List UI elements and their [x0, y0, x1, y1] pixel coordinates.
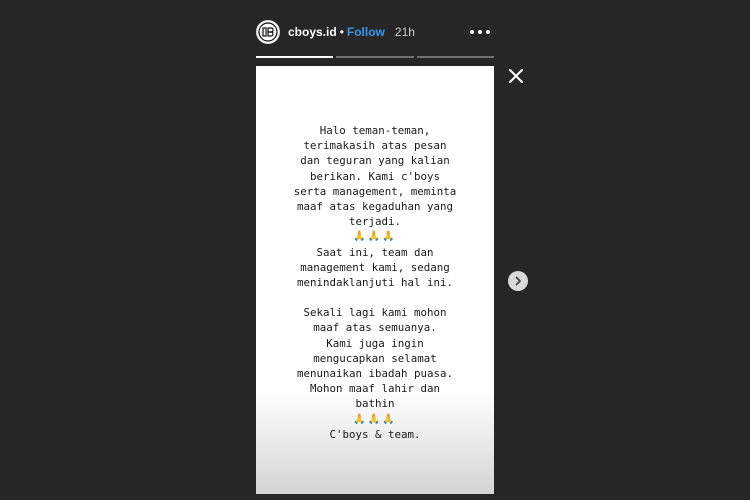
story-line: berikan. Kami c'boys [309, 169, 440, 183]
story-line: Sekali lagi kami mohon [303, 306, 447, 320]
story-line: Kami juga ingin [326, 336, 424, 350]
username[interactable]: cboys.id [288, 25, 337, 39]
story-line: Mohon maaf lahir dan [309, 382, 440, 396]
praying-hands-icon: 🙏🙏🙏 [353, 231, 397, 243]
story-header [256, 16, 494, 48]
praying-hands-icon: 🙏🙏🙏 [353, 413, 397, 425]
story-content[interactable] [256, 66, 494, 494]
story-line: serta management, meminta [293, 184, 457, 198]
progress-segment [256, 56, 333, 58]
story-line: maaf atas semuanya. [313, 321, 437, 335]
story-line: bathin [355, 397, 395, 411]
cboys-logo-icon [258, 22, 278, 42]
story-progress-bar [256, 56, 494, 58]
close-icon [507, 67, 525, 85]
story-line: Saat ini, team dan [316, 245, 434, 259]
more-dots-icon[interactable] [470, 24, 490, 40]
story-line: maaf atas kegaduhan yang [296, 199, 453, 213]
story-line: menindaklanjuti hal ini. [296, 275, 453, 289]
story-line: Halo teman-teman, [319, 124, 431, 137]
chevron-right-icon [513, 276, 523, 286]
story-line: terjadi. [348, 215, 401, 229]
post-time: 21h [394, 25, 415, 39]
follow-button[interactable]: Follow [346, 25, 385, 39]
next-story-button[interactable] [508, 271, 528, 291]
story-message [256, 123, 494, 442]
story-line: dan teguran yang kalian [300, 154, 450, 168]
story-line: menunaikan ibadah puasa. [296, 367, 453, 380]
story-line: C'boys & team. [329, 427, 421, 441]
close-button[interactable] [507, 67, 525, 85]
story-line [256, 290, 494, 305]
progress-segment [336, 56, 413, 58]
story-line: mengucapkan selamat [313, 351, 437, 365]
separator-dot: • [339, 25, 344, 39]
progress-segment [417, 56, 494, 58]
story-line: management kami, sedang [300, 260, 450, 274]
avatar[interactable] [256, 20, 280, 44]
story-line: terimakasih atas pesan [303, 139, 447, 153]
